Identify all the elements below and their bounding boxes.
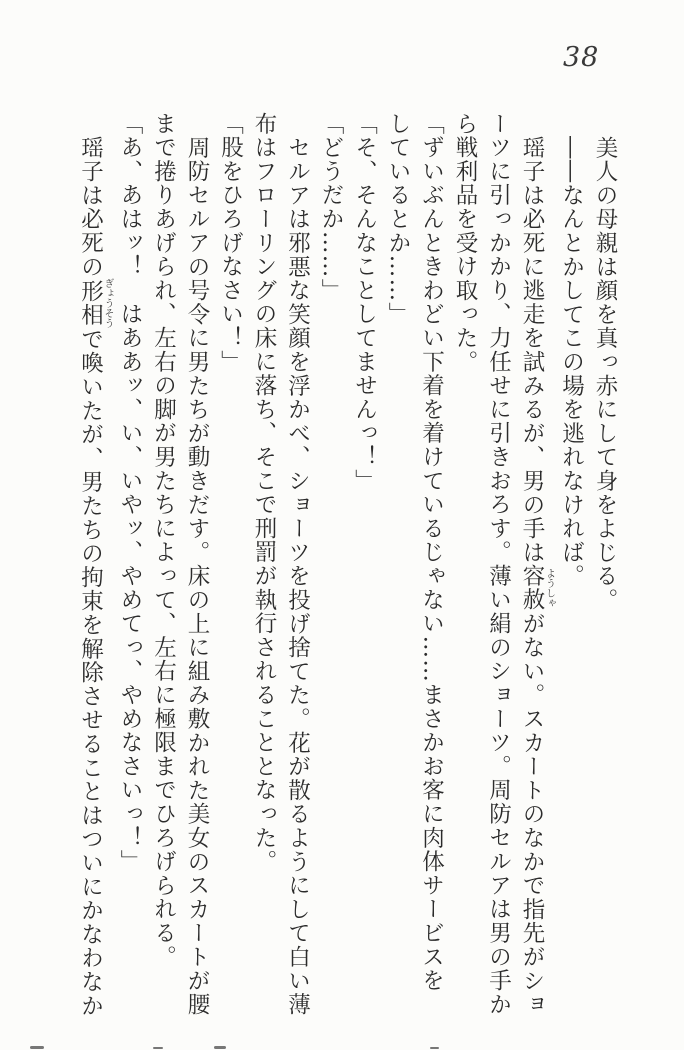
text-line: ーツに引っかかり、力任せに引きおろす。薄い絹のショーツ。周防セルアは男の手か — [485, 112, 512, 1017]
text-line: しているとか……」 — [385, 112, 411, 327]
page-number: 38 — [563, 42, 600, 73]
text-line: セルアは邪悪な笑顔を浮かべ、ショーツを投げ捨てた。花が散るようにして白い薄 — [284, 135, 311, 1017]
text-line: ら戦利品を受け取った。 — [452, 112, 478, 374]
text-line: 瑶子は必死の形相ぎょうそうで喚いたが、男たちの拘束を解除させることはついにかなわなか — [77, 135, 113, 1018]
furigana-reading: ようしゃ — [543, 564, 555, 612]
text-line: 「どうだか……」 — [318, 112, 344, 303]
text-line: 「そ、そんなことしてませんっ！」 — [351, 112, 378, 493]
text-line: 美人の母親は顔を真っ赤にして身をよじる。 — [592, 135, 618, 612]
text-line: ――なんとかしてこの場を逃れなければ。 — [558, 135, 585, 588]
text-line: 「あ、あはッ！ はああッ、い、いやッ、やめてっ、やめなさいっ！」 — [117, 112, 143, 874]
furigana-term: 形相ぎょうそう — [77, 278, 113, 329]
furigana-reading: ぎょうそう — [102, 278, 113, 329]
scan-artifact — [430, 1047, 439, 1049]
text-line: まで捲りあげられ、左右の脚が男たちによって、左右に極限までひろげられる。 — [150, 112, 177, 969]
scan-artifact — [214, 1046, 226, 1049]
text-line: 布はフローリングの床に落ち、そこで刑罰が執行されることとなった。 — [251, 112, 277, 874]
text-line: 周防セルアの号令に男たちが動きだす。床の上に組み敷かれた美女のスカートが腰 — [184, 135, 210, 1017]
scan-artifact — [153, 1047, 163, 1049]
furigana-term: 容赦ようしゃ — [519, 564, 555, 612]
text-block — [77, 112, 621, 1024]
text-line: 「股をひろげなさい！」 — [217, 112, 244, 374]
text-line: 「ずいぶんときわどい下着を着けているじゃない……まさかお客に肉体サービスを — [418, 112, 445, 993]
scan-artifact — [30, 1046, 44, 1049]
text-line: 瑶子は必死に逃走を試みるが、男の手は容赦ようしゃがない。スカートのなかで指先がショ — [519, 135, 555, 1017]
